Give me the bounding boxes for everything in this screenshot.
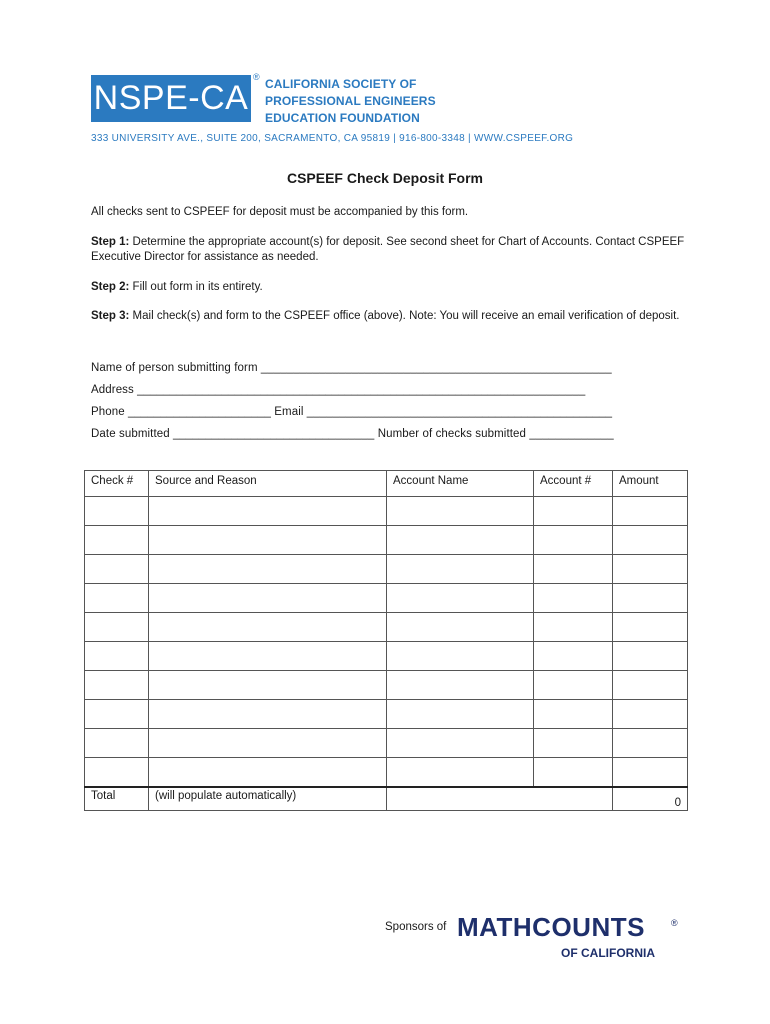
amount-cell[interactable] (613, 584, 688, 613)
source-reason-cell[interactable] (149, 729, 387, 758)
table-row (85, 758, 688, 787)
total-row (85, 787, 688, 811)
table-row (85, 497, 688, 526)
check-number-cell[interactable] (85, 613, 149, 642)
table-row (85, 526, 688, 555)
check-number-cell[interactable] (85, 700, 149, 729)
account-number-cell[interactable] (534, 671, 613, 700)
header-amount: Amount (613, 471, 688, 497)
account-number-cell[interactable] (534, 613, 613, 642)
source-reason-cell[interactable] (149, 526, 387, 555)
org-name-line-1: CALIFORNIA SOCIETY OF (265, 77, 417, 91)
submitter-name-field[interactable]: Name of person submitting form ______________________________________________________ (91, 362, 612, 374)
source-reason-cell[interactable] (149, 584, 387, 613)
step-1 (91, 235, 691, 265)
account-name-cell[interactable] (387, 729, 534, 758)
check-number-cell[interactable] (85, 729, 149, 758)
mathcounts-subtitle: OF CALIFORNIA (561, 946, 655, 960)
amount-cell[interactable] (613, 497, 688, 526)
check-number-cell[interactable] (85, 555, 149, 584)
source-reason-cell[interactable] (149, 555, 387, 584)
step-3-text: Mail check(s) and form to the CSPEEF office (above). Note: You will receive an email verification of deposit. (129, 310, 680, 322)
org-name-line-3: EDUCATION FOUNDATION (265, 111, 420, 125)
source-reason-cell[interactable] (149, 758, 387, 787)
source-reason-cell[interactable] (149, 700, 387, 729)
address-field[interactable]: Address _____________________________________________________________________ (91, 384, 586, 396)
account-name-cell[interactable] (387, 584, 534, 613)
account-name-cell[interactable] (387, 555, 534, 584)
amount-cell[interactable] (613, 729, 688, 758)
amount-cell[interactable] (613, 671, 688, 700)
amount-cell[interactable] (613, 642, 688, 671)
account-name-cell[interactable] (387, 497, 534, 526)
account-name-cell[interactable] (387, 642, 534, 671)
check-number-cell[interactable] (85, 497, 149, 526)
account-number-cell[interactable] (534, 758, 613, 787)
organization-address: 333 UNIVERSITY AVE., SUITE 200, SACRAMENTO, CA 95819 | 916-800-3348 | WWW.CSPEEF.ORG (91, 133, 574, 144)
account-name-cell[interactable] (387, 758, 534, 787)
account-number-cell[interactable] (534, 700, 613, 729)
check-number-cell[interactable] (85, 642, 149, 671)
total-note: (will populate automatically) (149, 787, 387, 811)
organization-name (265, 76, 436, 127)
total-blank-cell (387, 787, 534, 811)
step-2-label: Step 2: (91, 281, 130, 293)
table-row (85, 729, 688, 758)
amount-cell[interactable] (613, 526, 688, 555)
source-reason-cell[interactable] (149, 671, 387, 700)
step-3 (91, 309, 686, 324)
account-name-cell[interactable] (387, 700, 534, 729)
step-1-text: Determine the appropriate account(s) for deposit. See second sheet for Chart of Accounts. Contact CSPEEF Executive Director for assistance as needed. (91, 236, 685, 263)
account-number-cell[interactable] (534, 729, 613, 758)
amount-cell[interactable] (613, 700, 688, 729)
account-name-cell[interactable] (387, 613, 534, 642)
amount-cell[interactable] (613, 758, 688, 787)
header-account-number: Account # (534, 471, 613, 497)
account-number-cell[interactable] (534, 584, 613, 613)
form-title: CSPEEF Check Deposit Form (286, 170, 484, 186)
table-row (85, 613, 688, 642)
table-row (85, 642, 688, 671)
account-name-cell[interactable] (387, 526, 534, 555)
intro-text: All checks sent to CSPEEF for deposit must be accompanied by this form. (91, 206, 469, 218)
header-source-reason: Source and Reason (149, 471, 387, 497)
phone-email-field[interactable]: Phone ______________________ Email _______________________________________________ (91, 406, 613, 418)
table-row (85, 584, 688, 613)
check-number-cell[interactable] (85, 584, 149, 613)
table-row (85, 671, 688, 700)
header-check-number: Check # (85, 471, 149, 497)
deposit-table (84, 470, 688, 811)
source-reason-cell[interactable] (149, 642, 387, 671)
table-row (85, 555, 688, 584)
date-checks-field[interactable]: Date submitted _______________________________ Number of checks submitted _____________ (91, 428, 614, 440)
source-reason-cell[interactable] (149, 497, 387, 526)
account-name-cell[interactable] (387, 671, 534, 700)
amount-cell[interactable] (613, 555, 688, 584)
header-account-name: Account Name (387, 471, 534, 497)
step-1-label: Step 1: (91, 236, 130, 248)
total-blank-cell (534, 787, 613, 811)
check-number-cell[interactable] (85, 671, 149, 700)
total-label: Total (85, 787, 149, 811)
account-number-cell[interactable] (534, 555, 613, 584)
step-3-label: Step 3: (91, 310, 130, 322)
amount-cell[interactable] (613, 613, 688, 642)
check-number-cell[interactable] (85, 526, 149, 555)
source-reason-cell[interactable] (149, 613, 387, 642)
registered-mark: ® (253, 72, 260, 82)
account-number-cell[interactable] (534, 642, 613, 671)
step-2 (91, 280, 691, 295)
nspe-ca-logo: NSPE-CA (91, 75, 251, 122)
org-name-line-2: PROFESSIONAL ENGINEERS (265, 94, 436, 108)
account-number-cell[interactable] (534, 526, 613, 555)
step-2-text: Fill out form in its entirety. (129, 281, 263, 293)
mathcounts-logo: MATHCOUNTS (457, 912, 645, 942)
table-row (85, 700, 688, 729)
sponsor-label: Sponsors of (385, 921, 447, 933)
table-header-row (85, 471, 688, 497)
account-number-cell[interactable] (534, 497, 613, 526)
mathcounts-registered-mark: ® (671, 918, 678, 928)
total-amount: 0 (613, 787, 688, 811)
check-number-cell[interactable] (85, 758, 149, 787)
